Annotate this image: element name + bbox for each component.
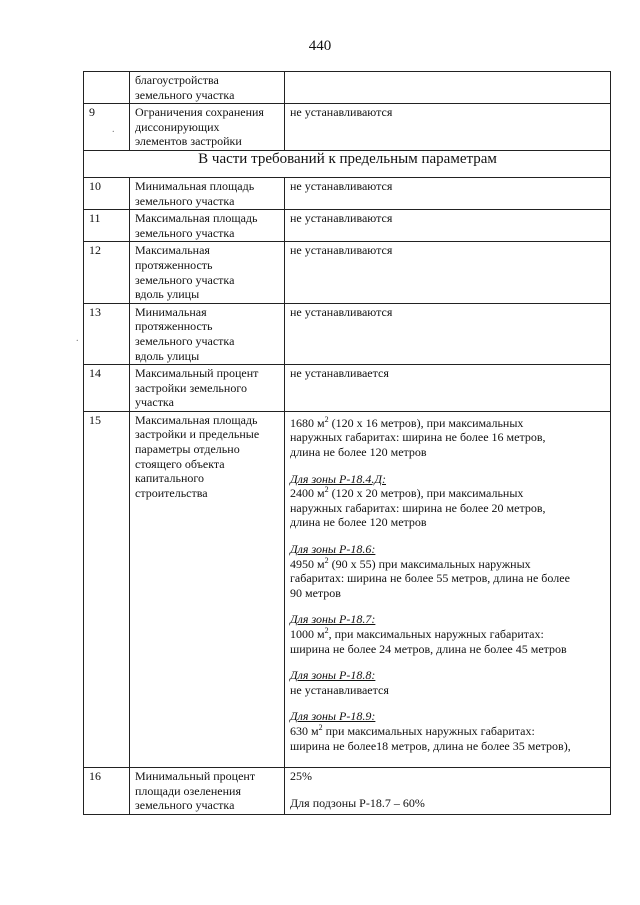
value-line: наружных габаритах: ширина не более 20 метров, [290,500,546,515]
param-line: диссонирующих [135,119,220,134]
zone-label: Для зоны Р-18.7: [290,612,376,627]
row-number: 12 [84,242,130,303]
param-line: участка [135,395,174,410]
table-row-9 [84,104,611,151]
row-number: 11 [84,210,130,242]
table-row-13 [84,303,611,364]
param-line: земельного участка [135,193,235,208]
value-cell [285,303,611,364]
param-cell [130,365,285,412]
area-line: 4950 $м^2$ (90 х 55) при максимальных наружных [290,555,531,571]
value-cell [285,177,611,209]
param-line: земельного участка [135,225,235,240]
param-line: стоящего объекта [135,456,225,471]
value-line: не устанавливаются [290,178,393,193]
value-cell [285,768,611,815]
value-cell [285,210,611,242]
param-cell [130,411,285,767]
area-line: 630 $м^2$ при максимальных наружных габаритах: [290,722,535,738]
value-line: 25% [290,769,312,784]
param-line: Минимальная [135,304,207,319]
value-line: наружных габаритах: ширина не более 16 метров, [290,430,546,445]
param-line: площади озеленения [135,783,241,798]
table-row-10 [84,177,611,209]
value-cell [285,411,611,767]
param-line: Максимальная площадь [135,211,258,226]
table-row-15 [84,411,611,767]
param-line: Максимальная площадь [135,412,258,427]
row-number: 10 [84,177,130,209]
row-number: 16 [84,768,130,815]
param-line: застройки земельного [135,380,247,395]
row-number: 15 [84,411,130,767]
param-line: Минимальный процент [135,769,256,784]
value-line: ширина не более18 метров, длина не более 35 метров), [290,738,571,753]
param-line: вдоль улицы [135,287,200,302]
value-line: габаритах: ширина не более 55 метров, длина не более [290,571,570,586]
param-cell [130,303,285,364]
table-row-12 [84,242,611,303]
area-line: не устанавливается [290,682,389,697]
value-line: длина не более 120 метров [290,515,427,530]
area-line: 1680 $м^2$ (120 х 16 метров), при максимальных [290,414,524,430]
param-line: протяженность [135,319,213,334]
param-line: земельного участка [135,272,235,287]
value-line: не устанавливаются [290,105,393,120]
param-line: земельного участка [135,333,235,348]
area-line: 1000 $м^2$, при максимальных наружных габаритах: [290,626,544,641]
value-line: 90 метров [290,585,341,600]
param-line: благоустройства [135,73,219,87]
param-line: земельного участка [135,87,235,102]
value-cell [285,104,611,151]
value-cell [285,72,611,104]
param-line: земельного участка [135,798,235,813]
value-line: Для подзоны Р-18.7 – 60% [290,795,425,810]
row-number: 14 [84,365,130,412]
table-row-continued [84,72,611,104]
value-line: не устанавливаются [290,211,393,226]
margin-mark: . [76,333,79,344]
param-line: параметры отдельно [135,442,240,457]
zone-label: Для зоны Р-18.6: [290,542,376,557]
page-number: 440 [308,38,332,54]
zone-label: Для зоны Р-18.8: [290,668,376,683]
param-cell [130,104,285,151]
row-number: 13 [84,303,130,364]
row-number [84,72,130,104]
param-line: протяженность [135,257,213,272]
table-row-14 [84,365,611,412]
section-heading-row [84,150,611,177]
value-line: не устанавливаются [290,304,393,319]
table-row-16 [84,768,611,815]
section-heading: В части требований к предельным параметрам [84,150,611,177]
param-line: Минимальная площадь [135,178,255,193]
value-line: не устанавливаются [290,243,393,258]
param-cell [130,768,285,815]
area-line: 2400 $м^2$ (120 х 20 метров), при максимальных [290,485,524,501]
param-cell [130,72,285,104]
param-line: капитального [135,471,204,486]
param-line: Ограничения сохранения [135,105,264,120]
param-line: Максимальный процент [135,366,259,381]
param-cell [130,177,285,209]
zone-label: Для зоны Р-18.4.Д: [290,471,387,486]
table-row-11 [84,210,611,242]
margin-mark: . [112,124,115,135]
value-line: ширина не более 24 метров, длина не более 45 метров [290,641,567,656]
value-cell [285,242,611,303]
regulations-table [83,71,611,815]
param-line: элементов застройки [135,134,242,149]
value-cell [285,365,611,412]
value-line: длина не более 120 метров [290,445,427,460]
param-cell [130,210,285,242]
zone-label: Для зоны Р-18.9: [290,709,376,724]
value-line: не устанавливается [290,366,389,381]
param-line: застройки и предельные [135,427,260,442]
param-cell [130,242,285,303]
param-line: строительства [135,485,208,500]
param-line: Максимальная [135,243,210,258]
param-line: вдоль улицы [135,348,200,363]
row-number: 9 [84,104,130,151]
